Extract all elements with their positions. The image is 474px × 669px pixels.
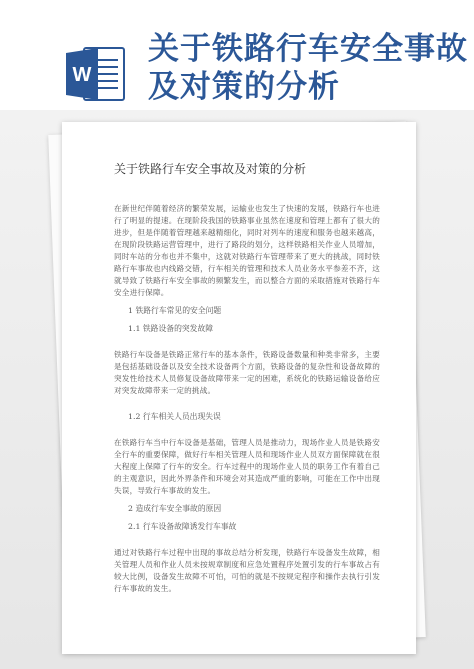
- document-title: 关于铁路行车安全事故及对策的分析: [114, 162, 307, 176]
- section-2-heading: 2 造成行车安全事故的原因: [128, 504, 222, 513]
- word-document-icon: [64, 44, 126, 104]
- page-title: [148, 30, 468, 106]
- page-title-line-1: 关于铁路行车安全事故: [148, 31, 468, 67]
- section-1-2-paragraph: 在铁路行车当中行车设备是基础，管理人员是推动力，现场作业人员是铁路安全行车的重要保障，做好行车相关管理人员和现场作业人员双方面保障就在很大程度上保障了行车的安全。行车过程中的现场作业人员的职务工作有着自己的主观意识，因此外界条件和环境会对其造成严重的影响，可能在工作中出现失误，导致行车事故的发生。: [114, 438, 380, 495]
- svg-text:W: W: [72, 64, 92, 86]
- section-1-heading: 1 铁路行车常见的安全问题: [128, 306, 222, 315]
- section-2-1-heading: 2.1 行车设备故障诱发行车事故: [128, 522, 237, 531]
- section-2-1-paragraph: 通过对铁路行车过程中出现的事故总结分析发现，铁路行车设备发生故障，相关管理人员和作业人员未按规章制度和应急处置程序处置引发的行车事故占有较大比例，设备发生故障不可怕，可怕的就是不按规定程序和操作去执行引发行车事故的发生。: [114, 548, 380, 593]
- section-1-1-heading: 1.1 铁路设备的突发故障: [128, 324, 214, 333]
- section-1-1-paragraph: 铁路行车设备是铁路正常行车的基本条件，铁路设备数量和种类非常多，主要是包括基础设备以及安全技术设备两个方面，铁路设备的复杂性和设备故障的突发性给技术人员修复设备故障带来一定的困难，系统化的铁路运输设备给应对突发故障带来一定的挑战。: [114, 350, 380, 395]
- header: [0, 0, 474, 110]
- page-title-line-2: 及对策的分析: [148, 69, 340, 105]
- document-body: [114, 160, 380, 595]
- intro-paragraph: 在新世纪伴随着经济的繁荣发展，运输业也发生了快速的发展，铁路行车也进行了明显的提速。在现阶段我国的铁路事业虽然在速度和管理上都有了很大的进步，但是伴随着管理越来越精细化，同时对列车的速度和服务也越来越高，在现阶段铁路运营管理中，进行了路段的划分，这样铁路相关作业人员增加，同时车站的分布也并不集中，这就对铁路行车管理带来了更大的挑战，同时铁路行车事故也内线路交错，行车相关的管理和技术人员业务水平参差不齐，这就导致了铁路行车安全事故的频繁发生，而以整合方面的采取措施对铁路行车安全进行保障。: [114, 204, 380, 297]
- section-1-2-heading: 1.2 行车相关人员出现失误: [128, 412, 221, 421]
